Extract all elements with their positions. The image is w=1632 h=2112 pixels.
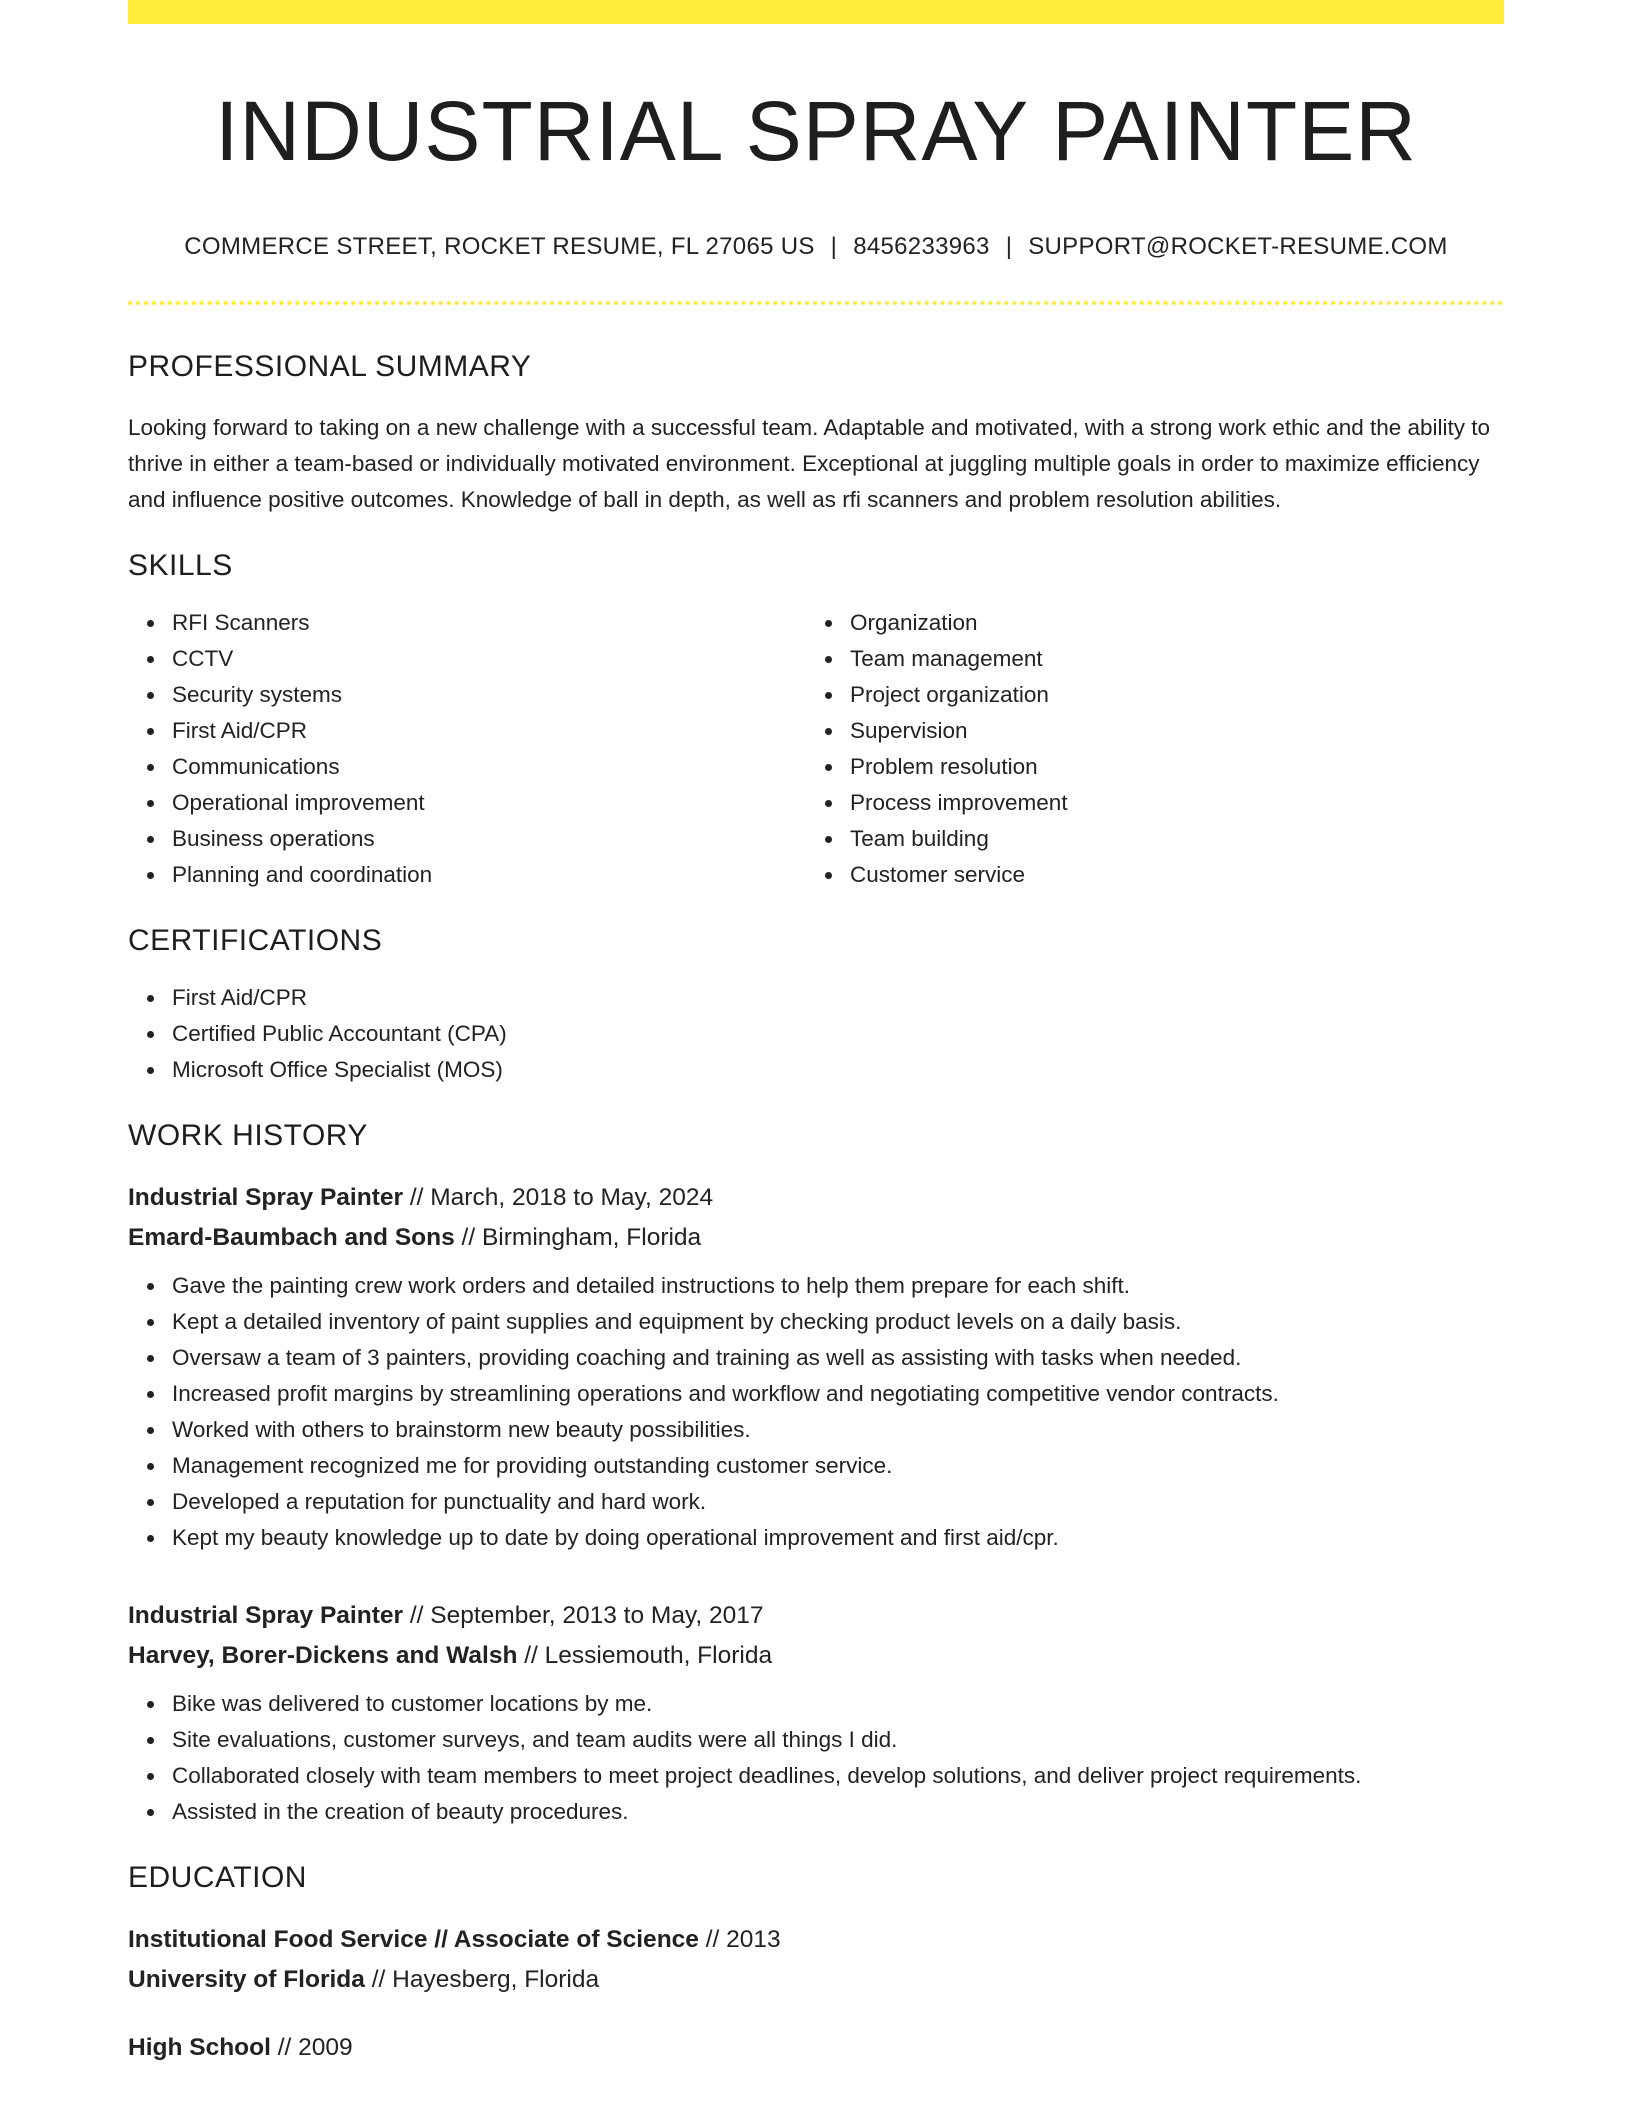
resume-name: INDUSTRIAL SPRAY PAINTER [215, 84, 1417, 178]
job-duty: Gave the painting crew work orders and detailed instructions to help them prepare for each shift. [172, 1268, 1504, 1304]
section-title-certifications: CERTIFICATIONS [128, 924, 383, 957]
job-duty: Oversaw a team of 3 painters, providing coaching and training as well as assisting with tasks when needed. [172, 1340, 1504, 1376]
job-company: Emard-Baumbach and Sons [128, 1224, 455, 1251]
job-duty: Assisted in the creation of beauty procedures. [172, 1794, 1504, 1830]
contact-separator: | [830, 233, 838, 260]
certification-item: First Aid/CPR [172, 980, 1504, 1016]
job-entry [128, 1178, 1504, 1556]
education-entry [128, 2028, 1504, 2068]
certification-item: Microsoft Office Specialist (MOS) [172, 1052, 1504, 1088]
education-entry [128, 1920, 1504, 2000]
skills-columns [128, 605, 1504, 893]
skill-item: First Aid/CPR [172, 713, 806, 749]
job-duty: Management recognized me for providing outstanding customer service. [172, 1448, 1504, 1484]
education-degree: Institutional Food Service // Associate of Science [128, 1926, 699, 1953]
certifications-list [128, 980, 1504, 1088]
job-duties-list [128, 1686, 1504, 1830]
education-school-line [128, 1960, 1504, 2000]
education-year: // 2009 [277, 2034, 353, 2061]
education-degree: High School [128, 2034, 271, 2061]
section-title-summary: PROFESSIONAL SUMMARY [128, 350, 532, 383]
section-title-work-history: WORK HISTORY [128, 1119, 368, 1152]
skill-item: Communications [172, 749, 806, 785]
job-role-line [128, 1178, 1504, 1218]
job-duty: Site evaluations, customer surveys, and team audits were all things I did. [172, 1722, 1504, 1758]
job-company-line [128, 1636, 1504, 1676]
skill-item: Business operations [172, 821, 806, 857]
contact-phone: 8456233963 [853, 233, 990, 260]
job-entry [128, 1596, 1504, 1830]
accent-top-bar [128, 0, 1504, 24]
job-dates: // September, 2013 to May, 2017 [409, 1602, 764, 1629]
resume-page [128, 0, 1504, 2068]
education-year: // 2013 [705, 1926, 781, 1953]
education-location: // Hayesberg, Florida [371, 1966, 600, 1993]
skill-item: Problem resolution [850, 749, 1068, 785]
job-location: // Lessiemouth, Florida [524, 1642, 773, 1669]
skill-item: Customer service [850, 857, 1068, 893]
section-title-education: EDUCATION [128, 1861, 307, 1894]
skill-item: RFI Scanners [172, 605, 806, 641]
education-degree-line [128, 2028, 1504, 2068]
job-company: Harvey, Borer-Dickens and Walsh [128, 1642, 518, 1669]
job-role-line [128, 1596, 1504, 1636]
dotted-divider [128, 301, 1504, 305]
skill-item: Organization [850, 605, 1068, 641]
skills-right-list [806, 605, 1068, 893]
job-dates: // March, 2018 to May, 2024 [409, 1184, 714, 1211]
job-role: Industrial Spray Painter [128, 1602, 404, 1629]
job-duties-list [128, 1268, 1504, 1556]
contact-email: SUPPORT@ROCKET-RESUME.COM [1028, 233, 1448, 260]
skill-item: Operational improvement [172, 785, 806, 821]
skill-item: Security systems [172, 677, 806, 713]
certification-item: Certified Public Accountant (CPA) [172, 1016, 1504, 1052]
job-duty: Kept a detailed inventory of paint supplies and equipment by checking product levels on a daily basis. [172, 1304, 1504, 1340]
skill-item: Planning and coordination [172, 857, 806, 893]
education-school: University of Florida [128, 1966, 365, 1993]
contact-separator: | [1005, 233, 1013, 260]
job-duty: Developed a reputation for punctuality and hard work. [172, 1484, 1504, 1520]
skill-item: CCTV [172, 641, 806, 677]
skills-left-list [128, 605, 806, 893]
job-duty: Bike was delivered to customer locations by me. [172, 1686, 1504, 1722]
section-title-skills: SKILLS [128, 549, 233, 582]
contact-line [128, 231, 1504, 263]
skill-item: Process improvement [850, 785, 1068, 821]
summary-text: Looking forward to taking on a new challenge with a successful team. Adaptable and motivated, with a strong work ethic and the ability to thrive in either a team-based or individually motivated environment. Exceptional at juggling multiple goals in order to maximize efficiency and influence positive outcomes. Knowledge of ball in depth, as well as rfi scanners and problem resolution abilities. [128, 415, 1491, 512]
skill-item: Supervision [850, 713, 1068, 749]
job-duty: Worked with others to brainstorm new beauty possibilities. [172, 1412, 1504, 1448]
education-degree-line [128, 1920, 1504, 1960]
job-location: // Birmingham, Florida [461, 1224, 702, 1251]
contact-address: COMMERCE STREET, ROCKET RESUME, FL 27065 US [184, 233, 815, 260]
job-company-line [128, 1218, 1504, 1258]
job-role: Industrial Spray Painter [128, 1184, 404, 1211]
skill-item: Project organization [850, 677, 1068, 713]
skill-item: Team building [850, 821, 1068, 857]
job-duty: Increased profit margins by streamlining operations and workflow and negotiating competitive vendor contracts. [172, 1376, 1504, 1412]
skill-item: Team management [850, 641, 1068, 677]
job-duty: Kept my beauty knowledge up to date by doing operational improvement and first aid/cpr. [172, 1520, 1504, 1556]
job-duty: Collaborated closely with team members to meet project deadlines, develop solutions, and deliver project requirements. [172, 1758, 1504, 1794]
